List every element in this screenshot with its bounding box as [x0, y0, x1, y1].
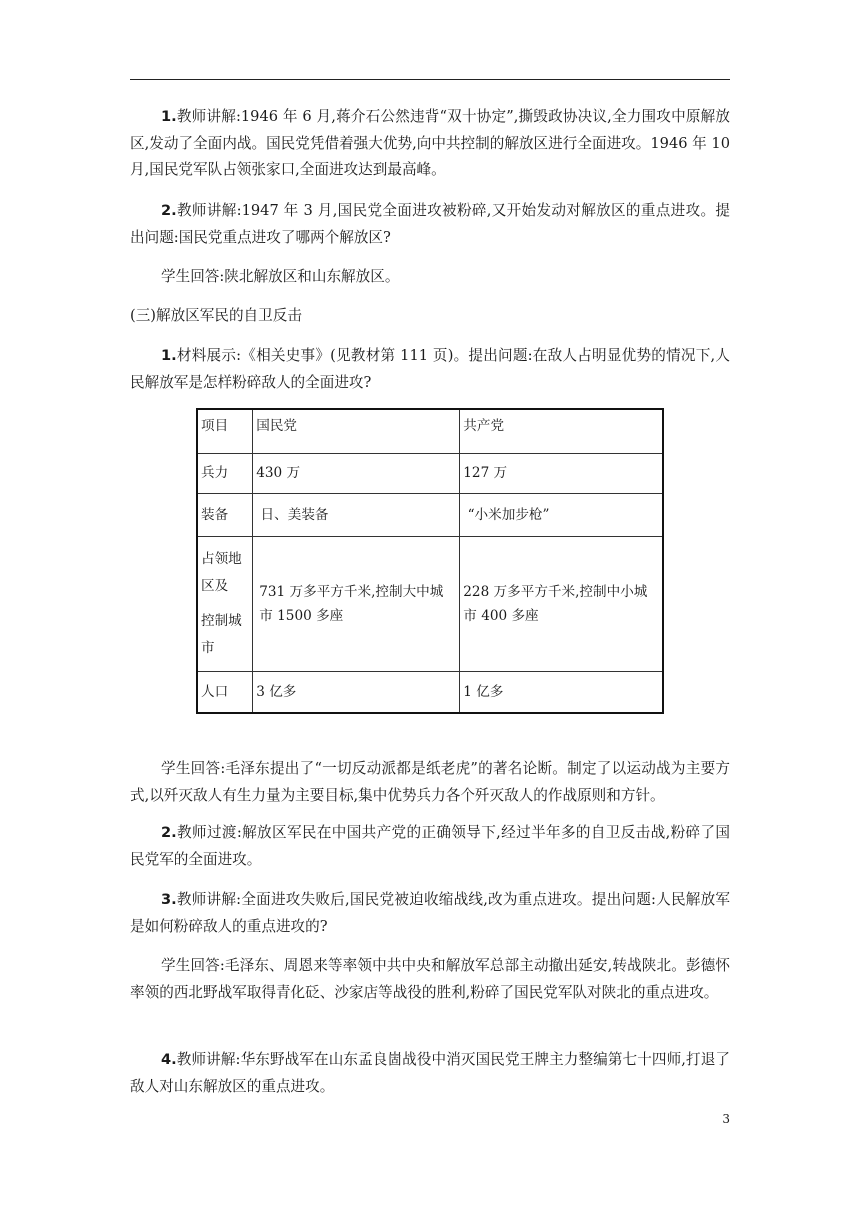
- table-row: [197, 536, 663, 671]
- paragraph-teacher-transition: 2.教师过渡:解放区军民在中国共产党的正确领导下,经过半年多的自卫反击战,粉碎了国民党军的全面进攻。: [130, 824, 730, 868]
- paragraph-student-answer-3: 学生回答:毛泽东、周恩来等率领中共中央和解放军总部主动撤出延安,转战陕北。彭德怀率领的西北野战军取得青化砭、沙家店等战役的胜利,粉碎了国民党军队对陕北的重点进攻。: [130, 957, 730, 1001]
- table-cell-cpc: 127 万: [460, 453, 663, 493]
- header-rule: [130, 79, 730, 80]
- table-cell-cpc: 1 亿多: [460, 671, 663, 713]
- table-cell-kmt: 日、美装备: [253, 493, 460, 536]
- table-cell-item-line: 占领地: [201, 550, 242, 567]
- paragraph-teacher-explain-2: 2.教师讲解:1947 年 3 月,国民党全面进攻被粉碎,又开始发动对解放区的重点进攻。提出问题:国民党重点进攻了哪两个解放区?: [130, 202, 730, 246]
- table-row: [197, 453, 663, 493]
- table-header-cell: 项目: [197, 409, 253, 453]
- paragraph-teacher-explain-1: 1.教师讲解:1946 年 6 月,蒋介石公然违背“双十协定”,撕毁政协决议,全力围攻中原解放区,发动了全面内战。国民党凭借着强大优势,向中共控制的解放区进行全面进攻。1946 年 10 月,国民党军队占领张家口,全面进攻达到最高峰。: [130, 108, 730, 178]
- table-cell-cpc: “小米加步枪”: [460, 493, 663, 536]
- paragraph-student-answer-1: 学生回答:陕北解放区和山东解放区。: [161, 268, 400, 285]
- comparison-table: [196, 408, 664, 714]
- table-header-row: [197, 409, 663, 453]
- table-cell-item: 装备: [197, 493, 253, 536]
- table-cell-item: [197, 536, 253, 671]
- table-row: [197, 671, 663, 713]
- table-cell-item-line: 控制城: [201, 612, 242, 629]
- paragraph-teacher-explain-3: 3.教师讲解:全面进攻失败后,国民党被迫收缩战线,改为重点进攻。提出问题:人民解放军是如何粉碎敌人的重点进攻的?: [130, 891, 730, 935]
- table-cell-cpc: 228 万多平方千米,控制中小城市 400 多座: [460, 536, 663, 671]
- table-header-cell: 共产党: [460, 409, 663, 453]
- table-cell-item-line: 区及: [201, 577, 229, 594]
- paragraph-material-display: 1.材料展示:《相关史事》(见教材第 111 页)。提出问题:在敌人占明显优势的情况下,人民解放军是怎样粉碎敌人的全面进攻?: [130, 347, 730, 391]
- table-cell-item-line: 市: [201, 639, 215, 656]
- table-cell-kmt: 731 万多平方千米,控制大中城市 1500 多座: [253, 536, 460, 671]
- table-cell-kmt: 3 亿多: [253, 671, 460, 713]
- table-row: [197, 493, 663, 536]
- table-header-cell: 国民党: [253, 409, 460, 453]
- paragraph-student-answer-2: 学生回答:毛泽东提出了“一切反动派都是纸老虎”的著名论断。制定了以运动战为主要方式,以歼灭敌人有生力量为主要目标,集中优势兵力各个歼灭敌人的作战原则和方针。: [130, 760, 730, 804]
- table-cell-item: 人口: [197, 671, 253, 713]
- paragraph-teacher-explain-4: 4.教师讲解:华东野战军在山东孟良崮战役中消灭国民党王牌主力整编第七十四师,打退了敌人对山东解放区的重点进攻。: [130, 1051, 730, 1095]
- table-cell-item: 兵力: [197, 453, 253, 493]
- section-heading: (三)解放区军民的自卫反击: [130, 307, 302, 324]
- table-cell-kmt: 430 万: [253, 453, 460, 493]
- page-number: 3: [722, 1112, 730, 1126]
